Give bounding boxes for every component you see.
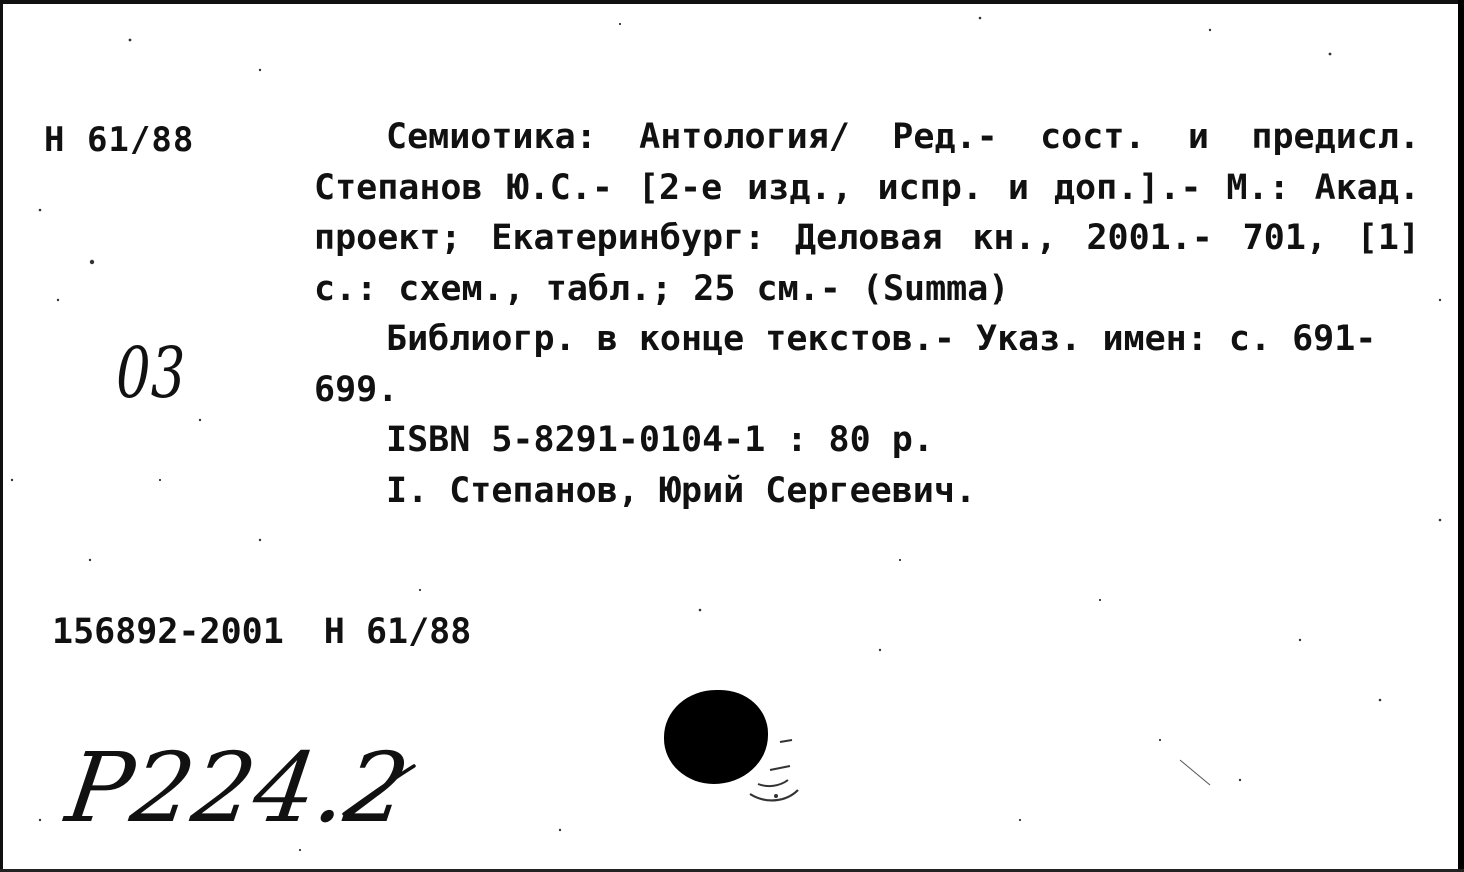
accession-number: 156892-2001 bbox=[52, 612, 284, 652]
entry-notes: Библиогр. в конце текстов.- Указ. имен: с. 691-699. bbox=[314, 319, 1377, 410]
shelf-mark: Н 61/88 bbox=[44, 120, 195, 160]
handwritten-code: 03 bbox=[116, 332, 186, 414]
handwritten-classification: Р224.2 bbox=[60, 732, 416, 844]
entry-isbn: ISBN 5-8291-0104-1 : 80 р. bbox=[386, 420, 934, 460]
handwriting-tail-stroke bbox=[340, 760, 420, 820]
accession-line bbox=[52, 612, 471, 652]
punch-hole-smudge bbox=[740, 736, 810, 816]
entry-added-entry: I. Степанов, Юрий Сергеевич. bbox=[386, 470, 977, 511]
entry-description: Семиотика: Антология/ Ред.- сост. и предисл. Степанов Ю.С.- [2-е изд., испр. и доп.].- М.: Акад. проект; Екатеринбург: Деловая кн., 2001.- 701, [1] с.: схем., табл.; 25 см.- (Summa) bbox=[314, 117, 1420, 309]
bibliographic-entry bbox=[314, 112, 1420, 516]
shelf-mark-repeat: Н 61/88 bbox=[323, 612, 472, 652]
